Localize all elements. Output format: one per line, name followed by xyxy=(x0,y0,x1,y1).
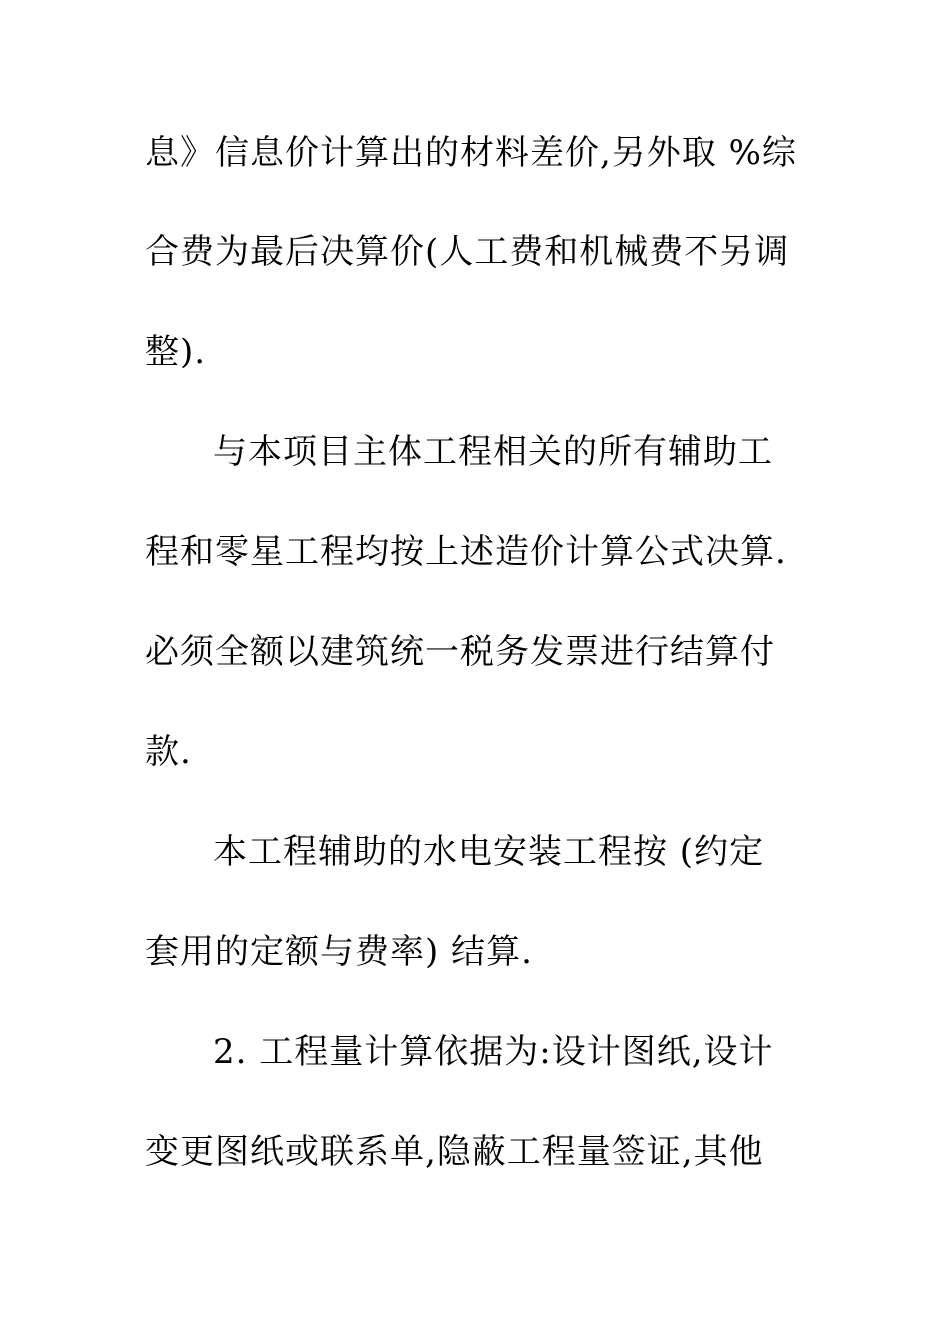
text-line: 套用的定额与费率) 结算. xyxy=(145,932,533,972)
text-line: 款. xyxy=(145,732,192,772)
numbered-item-line: 2. 工程量计算依据为:设计图纸,设计 xyxy=(213,1032,774,1072)
text-line: 必须全额以建筑统一税务发票进行结算付 xyxy=(145,632,775,672)
text-line: 程和零星工程均按上述造价计算公式决算. xyxy=(145,532,787,572)
text-line: 息》信息价计算出的材料差价,另外取 %综 xyxy=(145,133,797,173)
text-line: 合费为最后决算价(人工费和机械费不另调 xyxy=(145,232,790,272)
text-line: 整). xyxy=(145,332,207,372)
paragraph-start-line: 与本项目主体工程相关的所有辅助工 xyxy=(213,432,773,472)
paragraph-start-line: 本工程辅助的水电安装工程按 (约定 xyxy=(213,832,765,872)
text-line: 变更图纸或联系单,隐蔽工程量签证,其他 xyxy=(145,1132,764,1172)
